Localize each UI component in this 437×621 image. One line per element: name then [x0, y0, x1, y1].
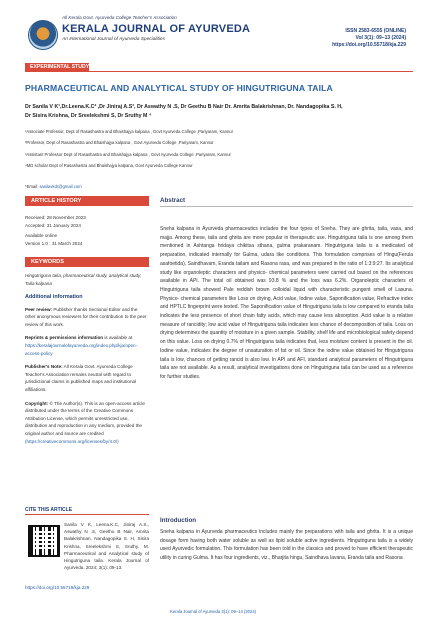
version: Version 1.0 : 31 March 2024: [25, 240, 83, 246]
volume: Vol 3(1): 09–13 (2024): [355, 34, 406, 41]
article-history: [25, 214, 149, 247]
received-date: Received: 28 November 2023: [25, 215, 86, 220]
author-list: [25, 103, 417, 121]
journal-header: [0, 0, 437, 66]
additional-info-heading: Additional information: [25, 294, 83, 300]
introduction-text: Sneha kalpana in Ayurveda pharmaceutics includes mainly the preparations with taila and ghrita. It is a unique dosage form having both water soluble as well as lipid soluble active ingredients. Hingutriguna taila is a widely used Ayurvedic formulation. This formulation has been told in the classics and proved to have efficient therapeutic utility in curing Gulma. It has four ingredients, viz., Bharjita hingu, Saindhava lavana, Eranda taila and Rasona: [160, 529, 413, 562]
association-name: All Kerala Govt. Ayurveda College Teacher's Association: [62, 15, 177, 20]
keywords-heading: KEYWORDS: [25, 257, 149, 267]
journal-subtitle: An International Journal of Ayurveda Specialities: [62, 37, 165, 42]
keywords: Hingutriguna taila, pharmaceutical study, analytical study, Taila kalpana: [25, 273, 142, 286]
abstract-text: Sneha kalpana in Ayurveda pharmaceutics includes the four types of Sneha. They are ghrita, taila, vasa, and majja. Among these, taila and ghrita are more popular in therapeutic use. Hingutriguna taila is one among them mentioned in Ashtanga hridaya chikitsa sthana, gulma prakaranam. Hingutriguna taila is a medicated oil preparation, indicated internally for Gulma, udara like conditions. This formulation comprises of Hingu(Ferula asafoetida), Saindhavam, Eranda tailam and Rasona rasa, and was prepared in the ratio of 1:3:9:27. Its analytical study like organoleptic characters and physico- chemical parameters were carried out based on the references available in API. The total oil obtained was 93.8 % and the loss was 6.2%. Organoleptic characters of Hingutriguna taila showed Pale reddish brown colloidal liquid with characteristic pungent smell of Lasuna. Physico- chemical parameters like Loss on drying, Acid value, Iodine value, Saponification value, Refractive index and HPTLC fingerprint were tested. The Saponification value of Hingutriguna taila is low compared to eranda taila indicates the less presence of short chain fatty acids, which may cause less absorption. Acid value is a relative measure of rancidity; low acid value of Hingutriguna taila indicates less chance of decomposition of taila. Loss on drying determines the quantity of moisture in a given sample. Stability, shelf life and microbiological safety depend on this value. Loss on drying 0.7% of Hingutriguna taila indicates that, less moisture content is present in the oil. Iodine value, indicates the degree of unsaturation of fat or oil. Since the iodine value obtained for Hingutriguna taila is low, chances of getting rancid is also low. In API and AFI, standard analytical parameters of Hingutriguna taila are not available. As a result, analytical investigations done on Hingutriguna taila can be used as a reference for further studies.: [160, 226, 413, 380]
article-history-heading: ARTICLE HISTORY: [25, 196, 149, 206]
affiliations: [25, 126, 417, 171]
citation-doi-link[interactable]: https://doi.org/10.55718/kja.229: [25, 585, 90, 590]
abstract-rule: [160, 206, 413, 207]
affiliation: ³Assistant Professor Dept of Rasashastra and Bhaishajya kalpana , Govt Ayurveda College ,Pariyaram, Kannur: [25, 151, 231, 157]
page-footer: Kerala Journal of Ayurveda 3(1): 09–14 (2024): [170, 609, 257, 614]
article-title: PHARMACEUTICAL AND ANALYTICAL STUDY OF HINGUTRIGUNA TAILA: [25, 83, 333, 93]
email-link[interactable]: sanilavkdr@gmail.com: [39, 184, 82, 189]
peer-review: Peer review: Publisher thanks Sectional Editor and the other anonymous reviewers for their contribution to the peer review of this work.: [25, 306, 147, 327]
authors-line-1: Dr Sanila V K¹,Dr.Leena.K.C² ,Dr Jiniraj A.S³, Dr Aswathy N .S, Dr Geethu B Nair Dr. Amrita Balakrishnan, Dr. Nandagopika S. H,: [25, 104, 343, 110]
affiliation: ⁴MD scholar Dept of Rasashastra and Bhaishajya kalpana, Govt Ayurveda College Kannur: [25, 162, 193, 168]
license-link[interactable]: (https://creativecommons.org/licenses/by/4.0/): [25, 438, 119, 444]
authors-line-2: Dr Sisira Krishna, Dr Sreelekshmi S, Dr Sruthy M ⁴: [25, 113, 152, 120]
qr-code: [28, 525, 60, 557]
issn-block: [332, 28, 406, 48]
available-online: Available online: [25, 233, 58, 239]
corresponding-email: *Email: sanilavkdr@gmail.com: [25, 184, 82, 189]
reprints: Reprints & permissions information is available at https://keralajournalofayurveda.org/index.php/kja/open-access-policy: [25, 335, 138, 356]
issn: ISSN 2583-6555 (ONLINE): [345, 28, 406, 34]
cite-heading: CITE THIS ARTICLE: [25, 506, 149, 515]
citation-doi: [25, 584, 149, 591]
journal-title: KERALA JOURNAL OF AYURVEDA: [62, 23, 251, 35]
accepted-date: Accepted: 31 January 2024: [25, 222, 81, 228]
publisher-note: Publisher's Note: All Kerala Govt. Ayurveda College Teacher's Association remains neutral with regard to jurisdictional claims in published maps and institutional affiliations.: [25, 364, 137, 392]
additional-info: [25, 294, 149, 445]
affiliation: ¹Associate Professor, Dept of Rasashastra and Bhaishajya kalpana , Govt Ayurveda College ,Pariyaram, Kannur: [25, 129, 234, 134]
introduction-heading: Introduction: [160, 517, 197, 524]
doi-link[interactable]: https://doi.org/10.55718/kja.229: [332, 41, 406, 48]
citation: Sanila V K, Leena.K.C, Jiniraj A.S., Aswathy N .S, Geethu B Nair, Amrita Balakrishnan, Nandagopika S. H, Sisira Krishna, Sreelekshmi S, Sruthy. M. Pharmaceutical and Analytical study of Hingutriguna taila. Kerala Journal of Ayurveda. 2024; 3(1): 09-13.: [64, 522, 149, 571]
affiliation: ²Professor, Dept of Rasashastra and Bhaishajya kalpana , Govt Ayurveda College ,Pariyaram, Kannur: [25, 140, 214, 146]
divider: [89, 71, 413, 72]
journal-logo: [28, 20, 58, 50]
reprints-link[interactable]: https://keralajournalofayurveda.org/index.php/kja/open-access-policy: [25, 342, 138, 356]
copyright: Copyright: © The Author(s). This is an open-access article distributed under the terms of the Creative Commons Attribution License, which permits unrestricted use, distribution and reproduction in any medium, provided the original author and source are credited (https://creativecommons.org/licenses/by/4.0/): [25, 400, 145, 444]
abstract-heading: Abstract: [160, 197, 186, 204]
section-label: EXPERIMENTAL STUDY: [25, 63, 89, 72]
